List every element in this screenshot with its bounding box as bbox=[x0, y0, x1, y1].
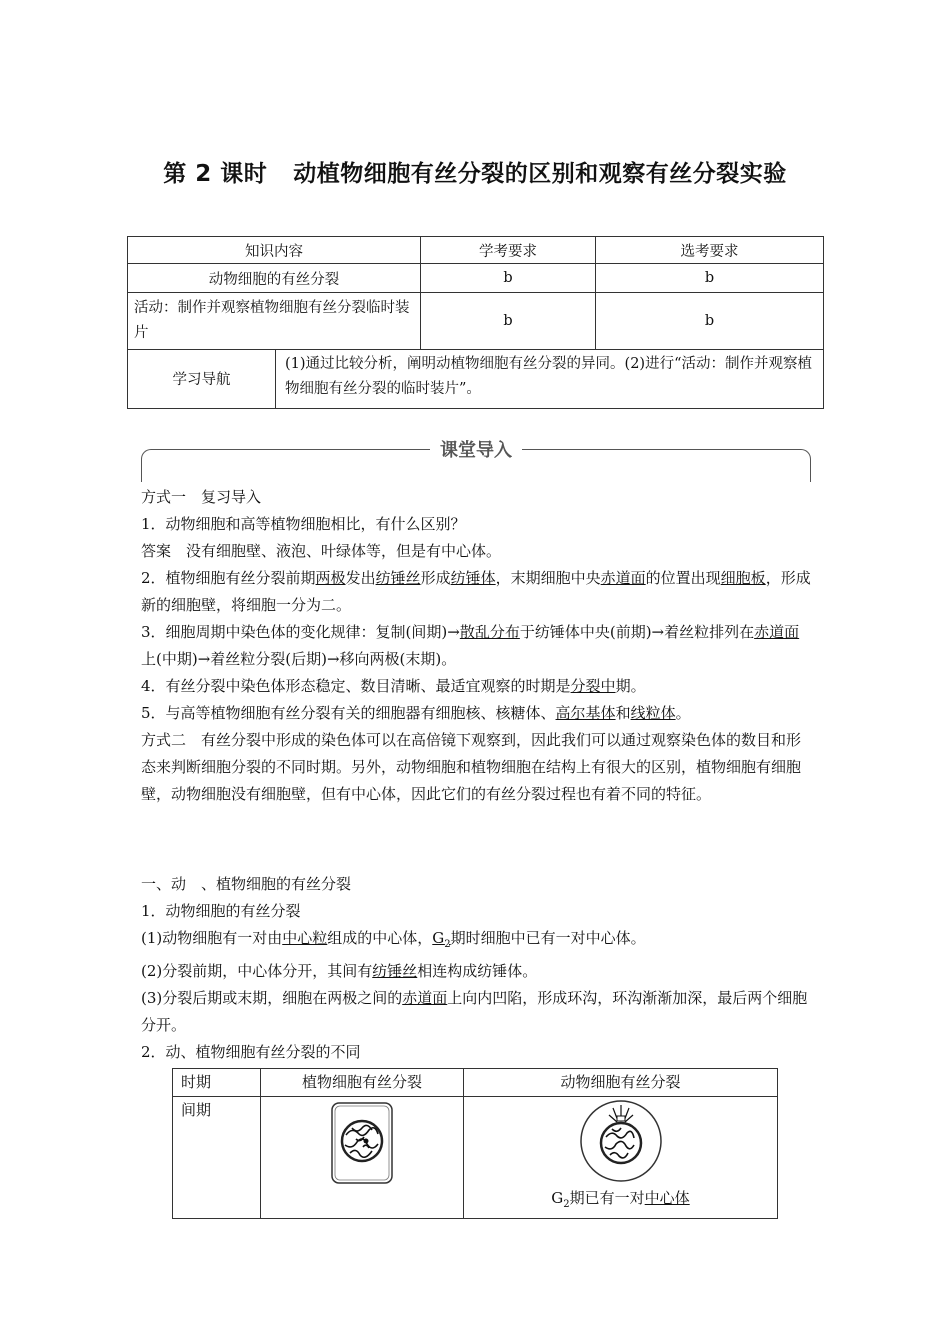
page-title bbox=[0, 155, 950, 188]
learning-nav-label: 学习导航 bbox=[128, 349, 276, 408]
part1-item2: (2)分裂前期，中心体分开，其间有纺锤丝相连构成纺锤体。 bbox=[141, 962, 538, 980]
comparison-table bbox=[172, 1068, 778, 1219]
title-topic: 动植物细胞有丝分裂的区别和观察有丝分裂实验 bbox=[293, 161, 787, 187]
animal-cell-caption: $G_2$期已有一对中心体 bbox=[551, 1189, 690, 1210]
part1-block bbox=[141, 871, 813, 1066]
question-5: 5．与高等植物细胞有丝分裂有关的细胞器有细胞核、核糖体、高尔基体和线粒体。 bbox=[141, 704, 691, 722]
req-row1-content: 动物细胞的有丝分裂 bbox=[128, 264, 421, 293]
question-3: 3．细胞周期中染色体的变化规律：复制(间期)→散乱分布于纺锤体中央(前期)→着丝粒排列在赤道面上(中期)→着丝粒分裂(后期)→移向两极(末期)。 bbox=[141, 623, 800, 668]
cmp-animal-cell bbox=[464, 1097, 778, 1219]
part1-sub2: 2．动、植物细胞有丝分裂的不同 bbox=[141, 1043, 361, 1061]
part1-sub1: 1．动物细胞的有丝分裂 bbox=[141, 902, 301, 920]
req-header-xuankao: 选考要求 bbox=[596, 237, 824, 264]
learning-nav-row bbox=[127, 349, 824, 409]
req-row2-content: 活动：制作并观察植物细胞有丝分裂临时装片 bbox=[128, 293, 421, 350]
answer-1: 答案 没有细胞壁、液泡、叶绿体等，但是有中心体。 bbox=[141, 542, 502, 560]
method1-heading: 方式一 复习导入 bbox=[141, 488, 262, 506]
learning-nav-text: (1)通过比较分析，阐明动植物细胞有丝分裂的异同。(2)进行“活动：制作并观察植物细胞有丝分裂的临时装片”。 bbox=[285, 356, 812, 397]
req-header-xuekao: 学考要求 bbox=[421, 237, 596, 264]
question-2: 2．植物细胞有丝分裂前期两极发出纺锤丝形成纺锤体，末期细胞中央赤道面的位置出现细胞板，形成新的细胞壁，将细胞一分为二。 bbox=[141, 569, 811, 614]
section-header bbox=[141, 436, 811, 482]
requirements-table bbox=[127, 236, 824, 350]
part1-item3: (3)分裂后期或末期，细胞在两极之间的赤道面上向内凹陷，形成环沟，环沟渐渐加深，最后两个细胞分开。 bbox=[141, 989, 808, 1034]
plant-cell-interphase-icon bbox=[330, 1101, 394, 1185]
intro-block bbox=[141, 484, 813, 808]
question-1: 1．动物细胞和高等植物细胞相比，有什么区别？ bbox=[141, 515, 466, 533]
method2-paragraph: 方式二 有丝分裂中形成的染色体可以在高倍镜下观察到，因此我们可以通过观察染色体的数目和形态来判断细胞分裂的不同时期。另外，动物细胞和植物细胞在结构上有很大的区别，植物细胞有细胞壁，动物细胞没有细胞壁，但有中心体，因此它们的有丝分裂过程也有着不同的特征。 bbox=[141, 731, 802, 803]
req-row2-xuekao: b bbox=[421, 293, 596, 350]
cmp-header-phase: 时期 bbox=[173, 1069, 261, 1097]
req-header-content: 知识内容 bbox=[128, 237, 421, 264]
cmp-row-interphase: 间期 bbox=[173, 1097, 261, 1219]
animal-cell-interphase-icon bbox=[579, 1099, 663, 1183]
req-row1-xuankao: b bbox=[596, 264, 824, 293]
req-row2-xuankao: b bbox=[596, 293, 824, 350]
cmp-header-plant: 植物细胞有丝分裂 bbox=[261, 1069, 464, 1097]
part1-heading: 一、动 、植物细胞的有丝分裂 bbox=[141, 875, 352, 893]
cmp-plant-cell bbox=[261, 1097, 464, 1219]
part1-item1: (1)动物细胞有一对由中心粒组成的中心体，$G_2$期时细胞中已有一对中心体。 bbox=[141, 929, 646, 950]
question-4: 4．有丝分裂中染色体形态稳定、数目清晰、最适宜观察的时期是分裂中期。 bbox=[141, 677, 646, 695]
title-lesson: 第 2 课时 bbox=[163, 161, 268, 187]
section-label: 课堂导入 bbox=[430, 436, 522, 462]
cmp-header-animal: 动物细胞有丝分裂 bbox=[464, 1069, 778, 1097]
req-row1-xuekao: b bbox=[421, 264, 596, 293]
